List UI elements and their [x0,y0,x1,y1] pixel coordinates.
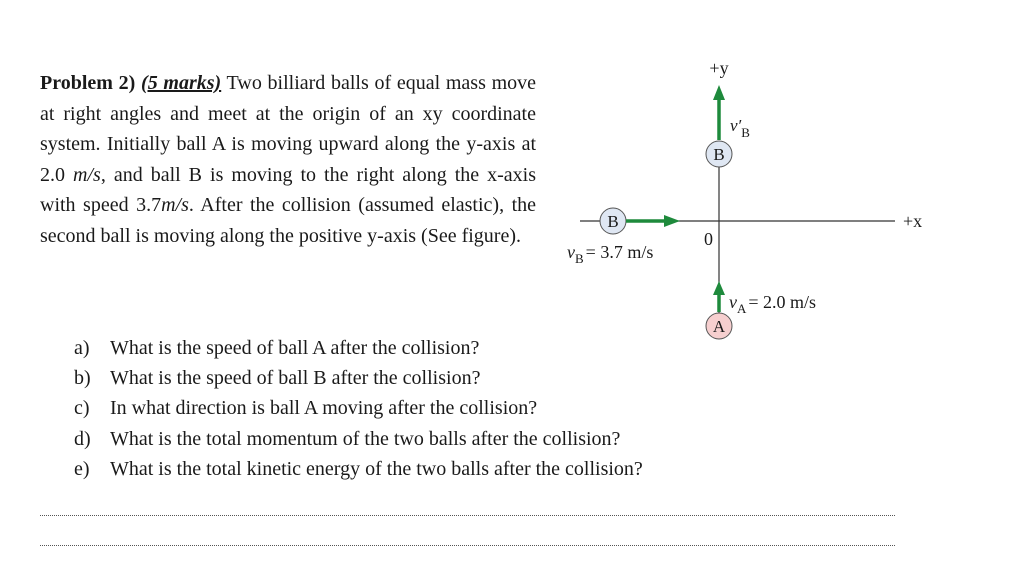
vb-prime-v: v′ [730,116,742,135]
speed-a-unit: m/s [73,163,101,186]
question-text: What is the speed of ball A after the collision? [110,337,480,359]
vb-prime-sub: B [741,125,750,140]
question-label: c) [74,397,90,420]
ball-b-after-label: B [713,145,725,164]
vb-arrowhead [664,215,680,227]
question-item [74,393,643,423]
x-axis-label: +x [903,211,923,231]
va-v: v [729,292,737,312]
vb-prime-label [730,116,750,140]
ball-b-before-label: B [607,212,619,231]
va-value: = 2.0 m/s [748,292,817,312]
question-text: What is the total kinetic energy of the two balls after the collision? [110,457,643,480]
question-label: e) [74,457,90,480]
question-text: In what direction is ball A moving after the collision? [110,397,538,420]
vb-prime-arrowhead [713,85,725,100]
problem-text-2: , and ball B is moving to the right along the x-axis with speed [40,163,537,216]
question-label: b) [74,367,91,390]
va-sub: A [737,301,747,316]
question-item [74,424,643,454]
question-text: What is the total momentum of the two balls after the collision? [110,427,621,450]
problem-marks: (5 marks) [141,72,222,94]
va-label [729,292,816,316]
vb-v: v [567,242,575,262]
problem-text-1: Two billiard balls of equal mass move at right angles and meet at the origin of an xy coordinate system. Initially ball A is moving upward along the y-axis at [40,72,537,155]
problem-statement [40,68,536,251]
answer-line [40,515,895,516]
question-label: d) [74,427,91,450]
vb-value: = 3.7 m/s [585,242,654,262]
y-axis-label: +y [709,58,729,78]
question-text: What is the speed of ball B after the collision? [110,367,481,390]
answer-line [40,545,895,546]
problem-heading: Problem 2) [40,72,136,94]
question-item [74,363,643,393]
collision-diagram [560,50,960,350]
ball-a-label: A [712,317,726,336]
problem-text-3: . After the collision (assumed elastic), the second ball is moving along the positive y-axis (See figure). [40,194,536,247]
va-arrowhead [713,281,725,295]
question-label: a) [74,337,90,359]
speed-b-value: 3.7 [136,194,162,216]
vb-label [567,242,653,266]
question-item [74,454,643,484]
speed-a-value: 2.0 [40,163,65,186]
question-item [74,333,643,363]
origin-label: 0 [704,229,713,249]
vb-sub: B [575,251,584,266]
speed-b-unit: m/s [161,194,189,216]
question-list [74,333,643,484]
